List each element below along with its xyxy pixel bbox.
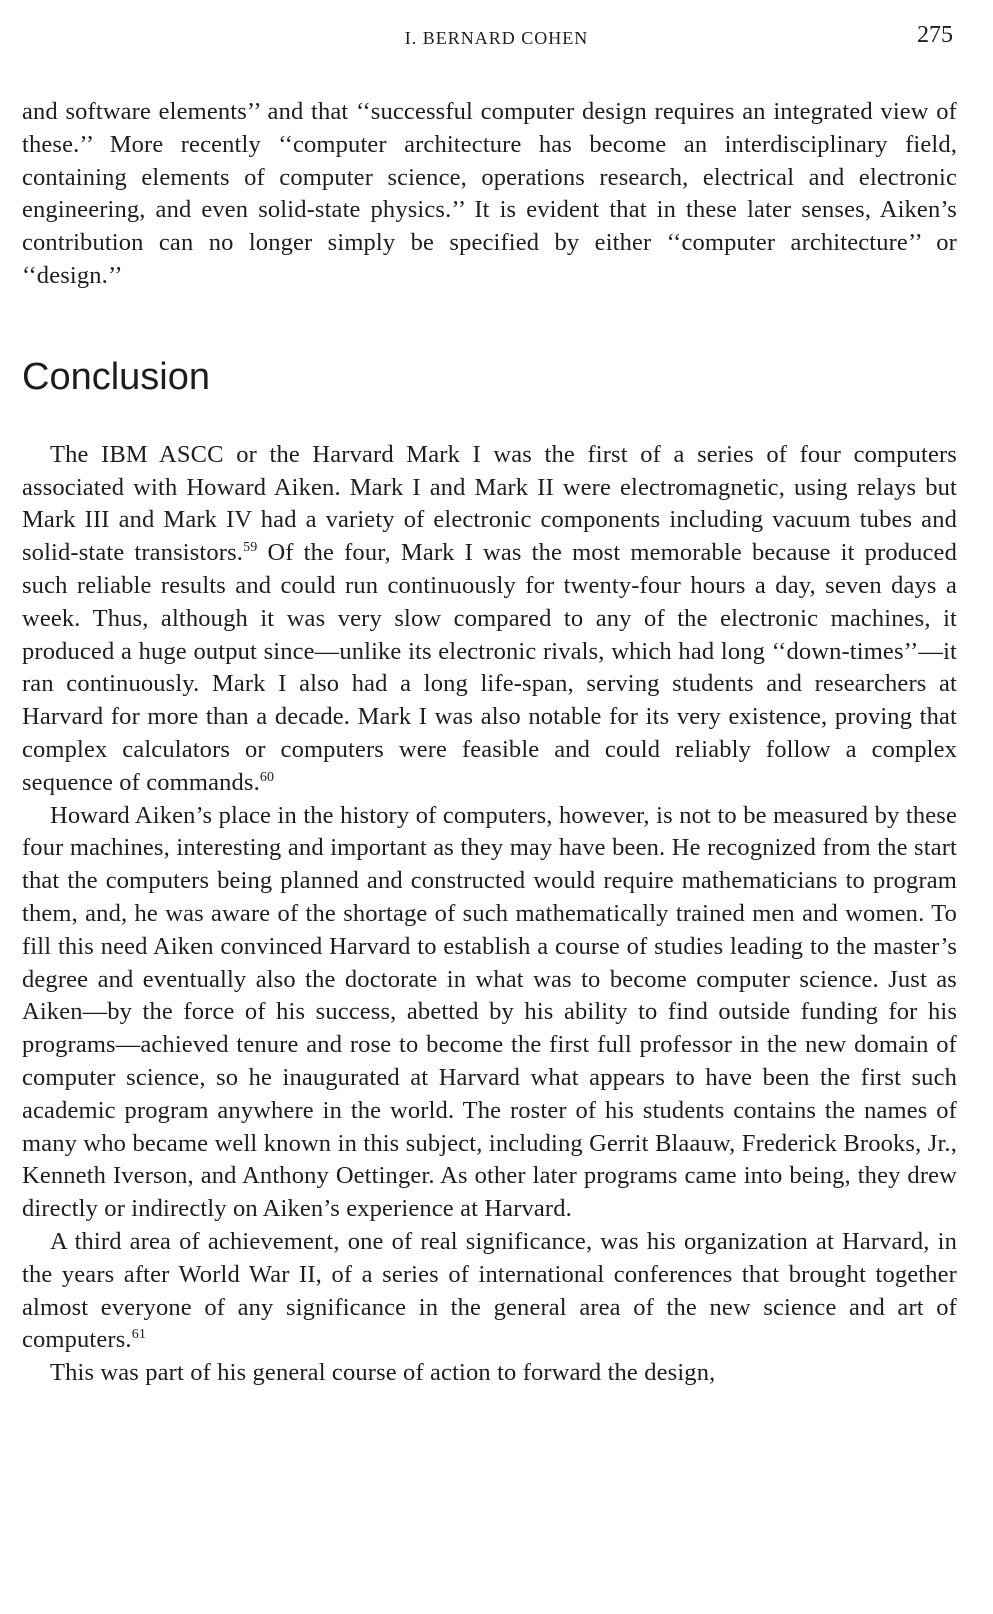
paragraph-3-text: A third area of achievement, one of real significance, was his organization at Harvard, in the years after World War II, of a series of international conferences that brought together almost everyone of any significance in the general area of the new science and art of computers. — [22, 1227, 957, 1354]
footnote-ref-60: 60 — [259, 769, 275, 785]
section-heading: Conclusion — [22, 355, 210, 398]
page-body — [22, 96, 957, 1390]
page-number: 275 — [917, 22, 953, 48]
page-header — [0, 22, 993, 56]
footnote-ref-61: 61 — [131, 1327, 146, 1343]
paragraph-4: This was part of his general course of action to forward the design, — [50, 1359, 716, 1387]
paragraph-1-text-b: Of the four, Mark I was the most memorable because it produced such reliable results and could run continuously for twenty-four hours a day, seven days a week. Thus, although it was very slow compared to any of the electronic machines, it produced a huge output since—unlike its electronic rivals, which had long ‘‘down-times’’—it ran continuously. Mark I also had a long life-span, serving students and researchers at Harvard for more than a decade. Mark I was also notable for its very existence, proving that complex calculators or computers were feasible and could reliably follow a complex sequence of commands. — [22, 539, 957, 796]
paragraph-1 — [22, 439, 957, 800]
running-head: I. BERNARD COHEN — [404, 28, 589, 48]
paragraph-1-text-a: The IBM ASCC or the Harvard Mark I was the first of a series of four computers associated with Howard Aiken. Mark I and Mark II were electromagnetic, using relays but Mark III and Mark IV had a variety of electronic components including vacuum tubes and solid-state transistors. — [22, 440, 957, 567]
intro-paragraph: and software elements’’ and that ‘‘successful computer design requires an integrated view of these.’’ More recently ‘‘computer architecture has become an interdisciplinary field, containing elements of computer science, operations research, electrical and electronic engineering, and even solid-state physics.’’ It is evident that in these later senses, Aiken’s contribution can no longer simply be specified by either ‘‘computer architecture’’ or ‘‘design.’’ — [22, 98, 957, 289]
paragraph-2: Howard Aiken’s place in the history of computers, however, is not to be measured by these four machines, interesting and important as they may have been. He recognized from the start that the computers being planned and constructed would require mathematicians to program them, and, he was aware of the shortage of such mathematically trained men and women. To fill this need Aiken convinced Harvard to establish a course of studies leading to the master’s degree and eventually also the doctorate in what was to become computer science. Just as Aiken—by the force of his success, abetted by his ability to find outside funding for his programs—achieved tenure and rose to become the first full professor in the new domain of computer science, so he inaugurated at Harvard what appears to have been the first such academic program anywhere in the world. The roster of his students contains the names of many who became well known in this subject, including Gerrit Blaauw, Frederick Brooks, Jr., Kenneth Iverson, and Anthony Oettinger. As other later programs came into being, they drew directly or indirectly on Aiken’s experience at Harvard. — [22, 801, 957, 1223]
footnote-ref-59: 59 — [243, 540, 258, 556]
paragraph-3 — [22, 1226, 957, 1357]
